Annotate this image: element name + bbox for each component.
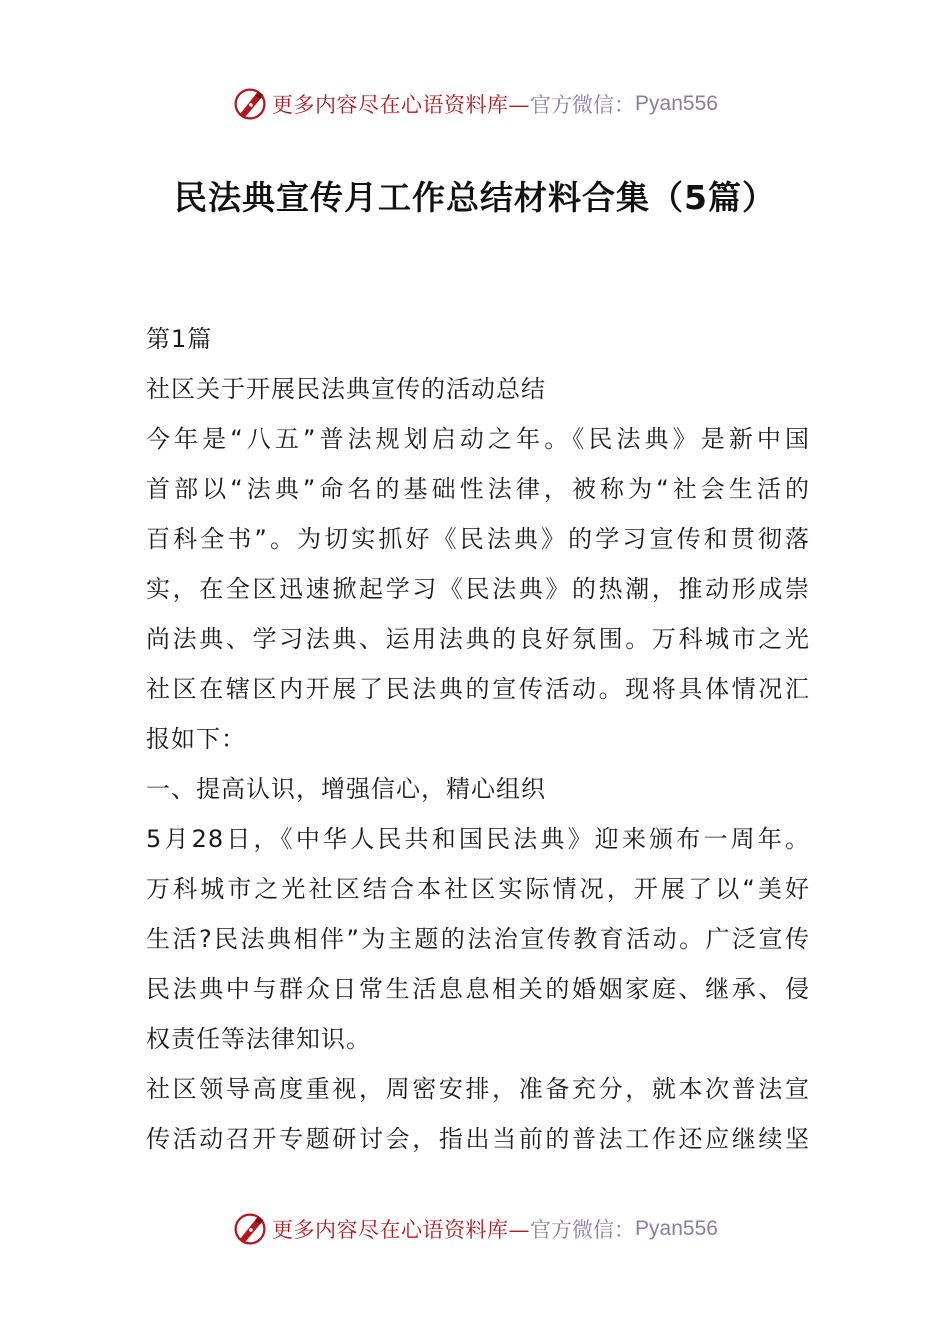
document-title: 民法典宣传月工作总结材料合集（5篇） bbox=[174, 178, 776, 217]
banner-wechat-id: Pyan556 bbox=[635, 92, 718, 115]
banner-wechat-id: Pyan556 bbox=[635, 1217, 718, 1240]
header-banner bbox=[0, 84, 950, 124]
banner-main-text: 更多内容尽在心语资料库— bbox=[272, 93, 531, 117]
banner-wechat-label: 官方微信： bbox=[530, 1218, 636, 1242]
paragraph-line: 传活动召开专题研讨会，指出当前的普法工作还应继续坚 bbox=[146, 1125, 810, 1153]
paragraph-line: 万科城市之光社区结合本社区实际情况，开展了以“美好 bbox=[146, 875, 810, 903]
paragraph-line: 首部以“法典”命名的基础性法律，被称为“社会生活的 bbox=[146, 475, 810, 503]
paragraph-line: 今年是“八五”普法规划启动之年。《民法典》是新中国 bbox=[146, 425, 810, 453]
paragraph-line: 社区在辖区内开展了民法典的宣传活动。现将具体情况汇 bbox=[146, 675, 810, 703]
pen-nib-logo-icon bbox=[232, 86, 268, 122]
document-body bbox=[146, 314, 810, 1164]
section-heading: 第1篇 bbox=[146, 325, 213, 353]
banner-main-text: 更多内容尽在心语资料库— bbox=[272, 1218, 531, 1242]
paragraph-line: 社区领导高度重视，周密安排，准备充分，就本次普法宣 bbox=[146, 1075, 810, 1103]
paragraph-line: 权责任等法律知识。 bbox=[146, 1025, 371, 1053]
article-subtitle: 社区关于开展民法典宣传的活动总结 bbox=[146, 375, 546, 403]
subsection-heading: 一、提高认识，增强信心，精心组织 bbox=[146, 775, 546, 803]
paragraph-line: 百科全书”。为切实抓好《民法典》的学习宣传和贯彻落 bbox=[146, 525, 810, 553]
paragraph-line: 报如下： bbox=[146, 725, 246, 753]
footer-banner bbox=[0, 1209, 950, 1249]
paragraph-line: 生活?民法典相伴”为主题的法治宣传教育活动。广泛宣传 bbox=[146, 925, 810, 953]
pen-nib-logo-icon bbox=[232, 1211, 268, 1247]
paragraph-line: 民法典中与群众日常生活息息相关的婚姻家庭、继承、侵 bbox=[146, 975, 810, 1003]
paragraph-line: 尚法典、学习法典、运用法典的良好氛围。万科城市之光 bbox=[146, 625, 810, 653]
paragraph-line: 5月28日，《中华人民共和国民法典》迎来颁布一周年。 bbox=[146, 825, 810, 853]
paragraph-line: 实，在全区迅速掀起学习《民法典》的热潮，推动形成崇 bbox=[146, 575, 810, 603]
banner-wechat-label: 官方微信： bbox=[530, 93, 636, 117]
